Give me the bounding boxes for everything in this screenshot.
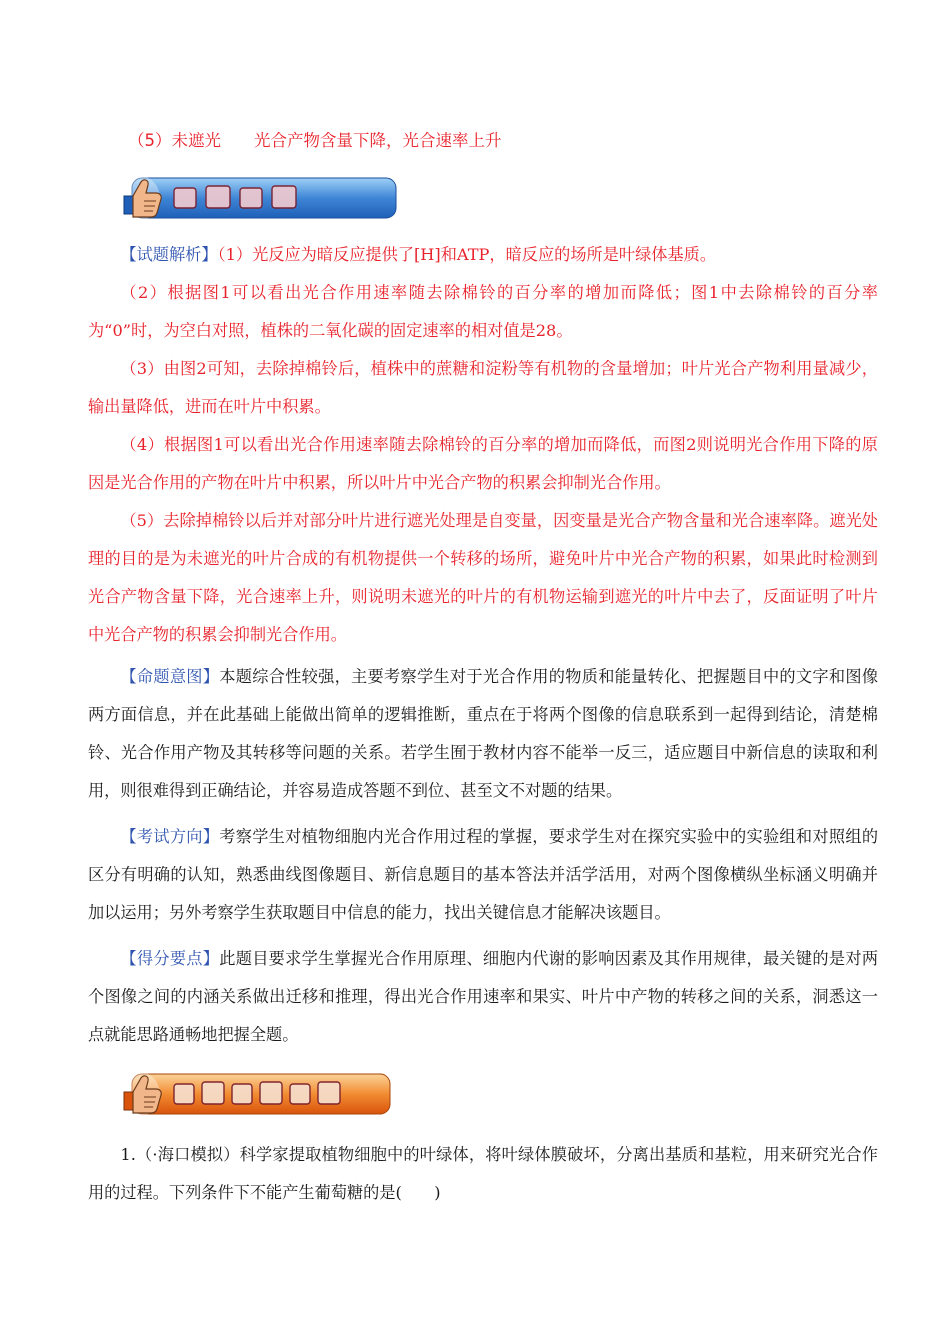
intent-paragraph: 【命题意图】本题综合性较强，主要考察学生对于光合作用的物质和能量转化、把握题目中的文字和图像两方面信息，并在此基础上能做出简单的逻辑推断，重点在于将两个图像的信息联系到一起得到结论，清楚棉铃、光合作用产物及其转移等问题的关系。若学生囿于教材内容不能举一反三，适应题目中新信息的读取和利用，则很难得到正确结论，并容易造成答题不到位、甚至文不对题的结果。 <box>88 667 879 800</box>
practice-banner-graphic <box>118 1068 394 1120</box>
keypoints-tag: 【得分要点】 <box>120 949 220 968</box>
analysis-tag: 【试题解析】 <box>120 245 218 264</box>
direction-tag: 【考试方向】 <box>120 827 220 846</box>
practice-banner <box>118 1068 394 1120</box>
analysis-p5: （5）去除掉棉铃以后并对部分叶片进行遮光处理是自变量，因变量是光合产物含量和光合速率降。遮光处理的目的是为未遮光的叶片合成的有机物提供一个转移的场所，避免叶片中光合产物的积累，如果此时检测到光合产物含量下降，光合速率上升，则说明未遮光的叶片的有机物运输到遮光的叶片中去了，反面证明了叶片中光合产物的积累会抑制光合作用。 <box>88 511 878 644</box>
intent-tag: 【命题意图】 <box>120 667 220 686</box>
analysis-p1: 【试题解析】（1）光反应为暗反应提供了[H]和ATP，暗反应的场所是叶绿体基质。 <box>120 245 717 264</box>
analysis-p4: （4）根据图1可以看出光合作用速率随去除棉铃的百分率的增加而降低，而图2则说明光合作用下降的原因是光合作用的产物在叶片中积累，所以叶片中光合产物的积累会抑制光合作用。 <box>88 435 878 492</box>
direction-paragraph: 【考试方向】考察学生对植物细胞内光合作用过程的掌握，要求学生对在探究实验中的实验组和对照组的区分有明确的认知，熟悉曲线图像题目、新信息题目的基本答法并活学活用，对两个图像横纵坐标涵义明确并加以运用；另外考察学生获取题目中信息的能力，找出关键信息才能解决该题目。 <box>88 827 879 922</box>
answer-line: （5）未遮光 光合产物含量下降，光合速率上升 <box>128 131 502 150</box>
analysis-banner-graphic <box>118 172 400 224</box>
analysis-p2: （2）根据图1可以看出光合作用速率随去除棉铃的百分率的增加而降低；图1中去除棉铃的百分率为“0”时，为空白对照，植株的二氧化碳的固定速率的相对值是28。 <box>88 283 878 340</box>
keypoints-paragraph: 【得分要点】此题目要求学生掌握光合作用原理、细胞内代谢的影响因素及其作用规律，最关键的是对两个图像之间的内涵关系做出迁移和推理，得出光合作用速率和果实、叶片中产物的转移之间的关系，洞悉这一点就能思路通畅地把握全题。 <box>88 949 879 1044</box>
analysis-banner <box>118 172 400 224</box>
question-1: 1.（·海口模拟）科学家提取植物细胞中的叶绿体，将叶绿体膜破坏，分离出基质和基粒，用来研究光合作用的过程。下列条件下不能产生葡萄糖的是( ) <box>88 1145 878 1202</box>
analysis-p3: （3）由图2可知，去除掉棉铃后，植株中的蔗糖和淀粉等有机物的含量增加；叶片光合产物利用量减少，输出量降低，进而在叶片中积累。 <box>88 359 878 416</box>
